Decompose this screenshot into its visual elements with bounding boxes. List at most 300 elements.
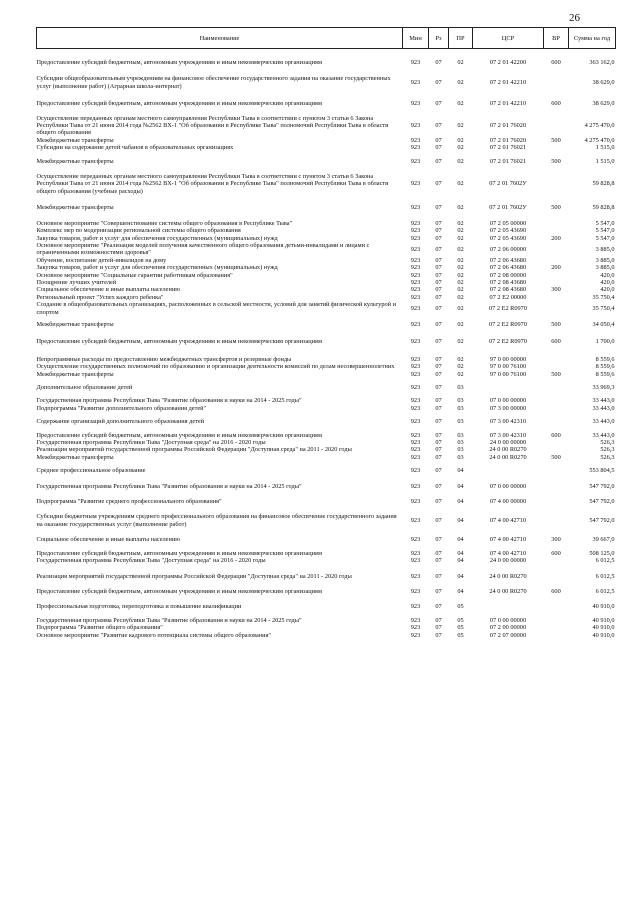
cell-csr: 97 0 00 76100	[489, 370, 527, 378]
table-row	[37, 475, 616, 490]
cell-min: 923	[410, 482, 421, 490]
cell-rz: 07	[435, 446, 442, 454]
cell-vr	[544, 624, 569, 631]
cell-sum: 6 012,5	[595, 557, 615, 565]
table-row	[37, 346, 616, 363]
cell-min: 923	[410, 557, 421, 565]
table-row	[37, 611, 616, 624]
cell-pr: 02	[457, 293, 464, 301]
cell-pr: 02	[457, 338, 464, 346]
cell-csr: 97 0 00 76100	[489, 363, 527, 371]
cell-min: 923	[410, 245, 421, 253]
cell-sum: 40 910,0	[592, 624, 615, 632]
cell-name: Субсидии бюджетным учреждениям среднего профессионального образования на финансовое обеспечение государственного задания на оказание государственных услуг (выполнение работ)	[36, 513, 397, 528]
cell-rz: 07	[435, 517, 442, 525]
cell-pr: 04	[457, 467, 464, 475]
table-row	[37, 66, 616, 90]
cell-name: Межбюджетные трансферты	[36, 370, 114, 378]
table-body	[37, 49, 616, 639]
table-row	[37, 580, 616, 595]
cell-csr: 07 2 01 7602У	[489, 180, 527, 188]
budget-table	[36, 27, 616, 639]
cell-min: 923	[410, 467, 421, 475]
cell-sum: 33 443,0	[592, 418, 615, 426]
cell-rz: 07	[435, 157, 442, 165]
cell-csr: 07 2 01 42200	[489, 59, 527, 66]
table-row	[37, 371, 616, 378]
cell-sum: 33 969,3	[592, 384, 615, 391]
cell-sum: 526,3	[600, 446, 615, 454]
cell-vr	[544, 391, 569, 404]
cell-min: 923	[410, 59, 421, 66]
cell-pr: 03	[457, 439, 464, 447]
cell-min: 923	[410, 227, 421, 235]
cell-sum: 35 750,4	[592, 293, 615, 301]
table-row	[37, 439, 616, 446]
cell-pr: 02	[457, 136, 464, 144]
cell-rz: 07	[435, 100, 442, 108]
cell-rz: 07	[435, 320, 442, 328]
cell-vr	[544, 144, 569, 151]
table-row	[37, 272, 616, 279]
cell-name: Подпрограмма "Развитие общего образования"	[36, 624, 163, 632]
cell-min: 923	[410, 397, 421, 405]
cell-pr: 02	[457, 363, 464, 371]
cell-vr: 500	[551, 453, 561, 461]
header-csr: ЦСР	[473, 28, 544, 49]
cell-min: 923	[410, 616, 421, 624]
cell-rz: 07	[435, 439, 442, 447]
cell-name: Предоставление субсидий бюджетным, автономным учреждениям и иным некоммерческим организациям	[36, 59, 322, 66]
table-row	[37, 528, 616, 543]
table-row	[37, 505, 616, 528]
cell-csr: 07 3 00 42310	[489, 418, 527, 426]
cell-rz: 07	[435, 616, 442, 624]
cell-sum: 6 012,5	[595, 587, 615, 595]
cell-rz: 07	[435, 536, 442, 544]
cell-csr: 07 2 07 00000	[489, 631, 527, 639]
cell-sum: 420,0	[600, 278, 615, 286]
cell-pr: 03	[457, 384, 464, 391]
cell-min: 923	[410, 603, 421, 611]
cell-sum: 8 559,6	[595, 355, 615, 363]
cell-sum: 33 443,0	[592, 431, 615, 439]
cell-min: 923	[410, 446, 421, 454]
cell-csr: 07 2 06 43680	[489, 256, 527, 264]
cell-min: 923	[410, 453, 421, 461]
cell-name: Содержание организаций дополнительного образования детей	[36, 418, 205, 426]
cell-vr: 500	[551, 136, 561, 144]
cell-name: Государственная программа Республики Тыва "Развитие образования и науки на 2014 - 2025 годы"	[36, 616, 302, 624]
cell-vr: 500	[551, 157, 561, 165]
cell-pr: 02	[457, 256, 464, 264]
cell-csr: 97 0 00 00000	[489, 355, 527, 363]
cell-rz: 07	[435, 453, 442, 461]
table-row	[37, 378, 616, 391]
cell-vr	[544, 294, 569, 301]
cell-sum: 3 885,0	[595, 256, 615, 264]
cell-sum: 40 910,0	[592, 631, 615, 639]
table-row	[37, 461, 616, 474]
cell-name: Реализация мероприятий государственной программы Российской Федерации "Доступная среда" на 2011 - 2020 годы	[36, 446, 352, 454]
cell-min: 923	[410, 219, 421, 227]
cell-name: Комплекс мер по модернизации региональной системы общего образования	[36, 227, 241, 235]
cell-vr: 500	[551, 370, 561, 378]
cell-sum: 40 910,0	[592, 603, 615, 611]
cell-csr: 07 0 00 00000	[489, 397, 527, 405]
cell-sum: 4 275 470,0	[584, 136, 615, 144]
cell-min: 923	[410, 304, 421, 312]
cell-vr	[544, 505, 569, 528]
table-row	[37, 144, 616, 151]
table-row	[37, 108, 616, 137]
table-row	[37, 165, 616, 195]
cell-min: 923	[410, 278, 421, 286]
cell-csr: 07 2 01 76020	[489, 136, 527, 144]
cell-name: Поощрение лучших учителей	[36, 278, 117, 286]
cell-min: 923	[410, 431, 421, 439]
cell-csr: 24 0 00 00000	[489, 439, 527, 447]
cell-min: 923	[410, 286, 421, 294]
cell-csr: 07 2 08 43680	[489, 278, 527, 286]
cell-sum: 363 162,0	[589, 59, 615, 66]
cell-min: 923	[410, 439, 421, 447]
cell-vr	[544, 108, 569, 137]
cell-min: 923	[410, 293, 421, 301]
cell-rz: 07	[435, 180, 442, 188]
cell-rz: 07	[435, 431, 442, 439]
cell-csr: 07 2 E2 00000	[489, 293, 527, 301]
cell-min: 923	[410, 549, 421, 557]
cell-pr: 03	[457, 431, 464, 439]
cell-vr	[544, 595, 569, 610]
cell-name: Основное мероприятие "Реализация моделей получения качественного общего образования детьми-инвалидами и лицами с ограниченными возможностями здоровья"	[36, 241, 370, 257]
cell-vr	[544, 412, 569, 425]
cell-sum: 5 547,0	[595, 227, 615, 235]
cell-csr: 07 2 01 76021	[489, 157, 527, 165]
cell-sum: 5 547,0	[595, 234, 615, 242]
cell-vr	[544, 227, 569, 234]
cell-name: Социальное обеспечение и иные выплаты населению	[36, 536, 180, 544]
cell-name: Профессиональная подготовка, переподготовка и повышение квалификации	[36, 603, 242, 611]
cell-vr	[544, 378, 569, 391]
table-row	[37, 632, 616, 639]
cell-csr: 07 2 01 7602У	[489, 204, 527, 212]
cell-name: Предоставление субсидий бюджетным, автономным учреждениям и иным некоммерческим организациям	[36, 431, 322, 439]
cell-rz: 07	[435, 549, 442, 557]
cell-pr: 02	[457, 234, 464, 242]
cell-pr: 02	[457, 59, 464, 66]
cell-pr: 04	[457, 517, 464, 525]
cell-name: Предоставление субсидий бюджетным, автономным учреждениям и иным некоммерческим организациям	[36, 549, 322, 557]
cell-pr: 02	[457, 144, 464, 152]
cell-sum: 5 547,0	[595, 219, 615, 227]
cell-pr: 02	[457, 227, 464, 235]
cell-pr: 04	[457, 536, 464, 544]
cell-name: Основное мероприятие "Социальные гарантии работникам образования"	[36, 271, 233, 279]
cell-pr: 02	[457, 320, 464, 328]
cell-csr: 07 4 00 00000	[489, 498, 527, 506]
table-row	[37, 264, 616, 271]
cell-rz: 07	[435, 587, 442, 595]
cell-sum: 508 125,0	[589, 549, 615, 557]
table-row	[37, 412, 616, 425]
header-rz: Рз	[429, 28, 449, 49]
cell-name: Закупка товаров, работ и услуг для обеспечения государственных (муниципальных) нужд	[36, 264, 278, 272]
cell-csr	[473, 461, 544, 474]
cell-name: Предоставление субсидий бюджетным, автономным учреждениям и иным некоммерческим организациям	[36, 587, 322, 595]
cell-vr	[544, 565, 569, 580]
cell-rz: 07	[435, 144, 442, 152]
cell-rz: 07	[435, 498, 442, 506]
cell-csr	[473, 595, 544, 610]
cell-rz: 07	[435, 278, 442, 286]
cell-vr	[544, 557, 569, 564]
table-row	[37, 426, 616, 439]
cell-csr: 07 2 06 43680	[489, 264, 527, 272]
cell-csr: 07 0 00 00000	[489, 616, 527, 624]
cell-pr: 03	[457, 397, 464, 405]
cell-rz: 07	[435, 304, 442, 312]
cell-min: 923	[410, 404, 421, 412]
cell-rz: 07	[435, 136, 442, 144]
cell-vr	[544, 461, 569, 474]
cell-rz: 07	[435, 603, 442, 611]
cell-csr: 07 2 05 00000	[489, 219, 527, 227]
cell-sum: 547 792,0	[589, 482, 615, 490]
cell-name: Подпрограмма "Развитие дополнительного образования детей"	[36, 404, 207, 412]
cell-sum: 547 792,0	[589, 498, 615, 506]
cell-rz: 07	[435, 384, 442, 391]
cell-csr: 07 2 E2 R0970	[489, 304, 527, 312]
cell-vr: 600	[551, 431, 561, 439]
cell-rz: 07	[435, 355, 442, 363]
cell-name: Субсидии на содержание детей чабанов в образовательных организациях	[36, 144, 234, 152]
cell-csr: 07 2 01 42210	[489, 100, 527, 108]
cell-vr	[544, 346, 569, 363]
cell-name: Дополнительное образование детей	[36, 384, 133, 391]
cell-name: Обучение, воспитание детей-инвалидов на дому	[36, 256, 167, 264]
cell-csr: 07 2 08 43680	[489, 286, 527, 294]
cell-csr: 07 2 05 43690	[489, 227, 527, 235]
cell-vr: 600	[551, 549, 561, 557]
cell-sum: 40 910,0	[592, 616, 615, 624]
cell-sum: 59 828,8	[592, 180, 615, 188]
cell-rz: 07	[435, 418, 442, 426]
cell-min: 923	[410, 234, 421, 242]
cell-sum: 547 792,0	[589, 517, 615, 525]
cell-csr	[473, 378, 544, 391]
cell-sum: 3 885,0	[595, 264, 615, 272]
cell-sum: 553 804,5	[589, 467, 615, 475]
cell-name: Межбюджетные трансферты	[36, 204, 114, 212]
cell-rz: 07	[435, 397, 442, 405]
cell-pr: 02	[457, 304, 464, 312]
cell-name: Осуществление государственных полномочий по образованию и организации деятельности комиссий по делам несовершеннолетних	[36, 363, 395, 371]
cell-min: 923	[410, 122, 421, 130]
cell-pr: 03	[457, 446, 464, 454]
cell-csr: 07 2 01 42210	[489, 79, 527, 87]
cell-sum: 526,3	[600, 439, 615, 447]
cell-csr: 24 0 00 R0270	[489, 453, 527, 461]
cell-min: 923	[410, 363, 421, 371]
cell-rz: 07	[435, 338, 442, 346]
cell-csr: 24 0 00 00000	[489, 557, 527, 565]
cell-sum: 420,0	[600, 271, 615, 279]
table-header-row	[37, 28, 616, 49]
cell-vr: 600	[551, 587, 561, 595]
cell-pr: 02	[457, 355, 464, 363]
cell-min: 923	[410, 264, 421, 272]
table-row	[37, 257, 616, 264]
cell-name: Осуществление переданных органам местного самоуправления Республики Тыва в соответствии с пунктом 3 статьи 6 Закона Республики Тыва от 21 июня 2014 года №2562 ВХ-1 "Об образовании в Республике Тыва" полномочий Республики Тыва в области общего образования	[36, 114, 389, 137]
cell-vr	[544, 439, 569, 446]
cell-vr	[544, 257, 569, 264]
cell-vr	[544, 446, 569, 453]
cell-pr: 02	[457, 157, 464, 165]
cell-rz: 07	[435, 79, 442, 87]
cell-csr: 07 2 05 43690	[489, 234, 527, 242]
cell-pr: 02	[457, 79, 464, 87]
cell-name: Региональный проект "Успех каждого ребенка"	[36, 293, 164, 301]
cell-csr: 07 0 00 00000	[489, 482, 527, 490]
cell-vr	[544, 490, 569, 505]
cell-rz: 07	[435, 631, 442, 639]
cell-csr: 07 2 00 00000	[489, 624, 527, 632]
header-pr: ПР	[449, 28, 473, 49]
cell-min: 923	[410, 271, 421, 279]
cell-sum: 8 559,6	[595, 363, 615, 371]
cell-pr: 02	[457, 271, 464, 279]
cell-sum: 34 050,4	[592, 320, 615, 328]
cell-pr: 05	[457, 616, 464, 624]
cell-name: Непрограммные расходы по предоставлению межбюджетных трансфертов и резервные фонды	[36, 355, 292, 363]
cell-sum: 6 012,5	[595, 572, 615, 580]
cell-name: Межбюджетные трансферты	[36, 136, 114, 144]
cell-vr: 300	[551, 286, 561, 294]
cell-csr: 07 4 00 42710	[489, 517, 527, 525]
cell-name: Предоставление субсидий бюджетным, автономным учреждениям и иным некоммерческим организациям	[36, 338, 322, 346]
cell-name: Основное мероприятие "Развитие кадрового потенциала системы общего образования"	[36, 631, 272, 639]
table-row	[37, 565, 616, 580]
cell-vr	[544, 242, 569, 257]
cell-pr: 02	[457, 245, 464, 253]
table-row	[37, 286, 616, 293]
cell-sum: 1 700,0	[595, 338, 615, 346]
table-row	[37, 152, 616, 165]
cell-csr: 07 2 E2 R0970	[489, 320, 527, 328]
cell-vr	[544, 611, 569, 624]
cell-vr: 600	[551, 338, 561, 346]
table-row	[37, 137, 616, 144]
cell-csr: 07 2 01 76020	[489, 122, 527, 130]
cell-min: 923	[410, 157, 421, 165]
cell-name: Государственная программа Республики Тыва "Развитие образования и науки на 2014 - 2025 годы"	[36, 482, 302, 490]
cell-min: 923	[410, 100, 421, 108]
cell-pr: 02	[457, 219, 464, 227]
cell-csr: 07 2 08 00000	[489, 271, 527, 279]
cell-vr	[544, 279, 569, 286]
cell-rz: 07	[435, 264, 442, 272]
cell-rz: 07	[435, 557, 442, 565]
cell-sum: 8 559,6	[595, 370, 615, 378]
cell-sum: 35 750,4	[592, 304, 615, 312]
cell-sum: 4 275 470,0	[584, 122, 615, 130]
table-row	[37, 391, 616, 404]
cell-vr	[544, 272, 569, 279]
cell-sum: 38 629,0	[592, 100, 615, 108]
cell-pr: 04	[457, 572, 464, 580]
table-row	[37, 446, 616, 453]
table-row	[37, 544, 616, 557]
cell-pr: 02	[457, 180, 464, 188]
cell-sum: 3 885,0	[595, 245, 615, 253]
cell-rz: 07	[435, 219, 442, 227]
cell-min: 923	[410, 204, 421, 212]
cell-csr: 24 0 00 R0270	[489, 587, 527, 595]
cell-rz: 07	[435, 624, 442, 632]
table-row	[37, 212, 616, 227]
cell-min: 923	[410, 384, 421, 391]
cell-pr: 04	[457, 549, 464, 557]
cell-sum: 420,0	[600, 286, 615, 294]
cell-vr	[544, 165, 569, 195]
cell-pr: 02	[457, 278, 464, 286]
cell-rz: 07	[435, 59, 442, 66]
cell-min: 923	[410, 256, 421, 264]
cell-pr: 02	[457, 264, 464, 272]
cell-vr	[544, 475, 569, 490]
table-row	[37, 195, 616, 211]
table-row	[37, 235, 616, 242]
cell-sum: 1 515,0	[595, 144, 615, 152]
cell-vr: 600	[551, 100, 561, 108]
cell-vr: 200	[551, 264, 561, 272]
cell-pr: 04	[457, 557, 464, 565]
cell-csr: 07 2 01 76021	[489, 144, 527, 152]
cell-min: 923	[410, 355, 421, 363]
cell-sum: 39 667,0	[592, 536, 615, 544]
cell-pr: 03	[457, 404, 464, 412]
cell-csr: 07 4 00 42710	[489, 549, 527, 557]
cell-vr: 500	[551, 320, 561, 328]
cell-vr: 500	[551, 204, 561, 212]
cell-pr: 03	[457, 453, 464, 461]
cell-min: 923	[410, 536, 421, 544]
cell-rz: 07	[435, 370, 442, 378]
cell-vr	[544, 632, 569, 639]
cell-rz: 07	[435, 572, 442, 580]
cell-min: 923	[410, 587, 421, 595]
cell-csr: 07 3 00 42310	[489, 431, 527, 439]
cell-name: Подпрограмма "Развитие среднего профессионального образования"	[36, 498, 222, 506]
table-row	[37, 557, 616, 564]
cell-min: 923	[410, 418, 421, 426]
header-vr: ВР	[544, 28, 569, 49]
cell-rz: 07	[435, 204, 442, 212]
cell-sum: 33 443,0	[592, 404, 615, 412]
cell-min: 923	[410, 517, 421, 525]
cell-sum: 526,3	[600, 453, 615, 461]
cell-name: Реализация мероприятий государственной программы Российской Федерации "Доступная среда" на 2011 - 2020 годы	[36, 572, 352, 580]
table-row	[37, 294, 616, 301]
cell-pr: 02	[457, 122, 464, 130]
cell-csr: 07 3 00 00000	[489, 404, 527, 412]
table-row	[37, 624, 616, 631]
cell-min: 923	[410, 144, 421, 152]
cell-min: 923	[410, 631, 421, 639]
cell-pr: 02	[457, 100, 464, 108]
